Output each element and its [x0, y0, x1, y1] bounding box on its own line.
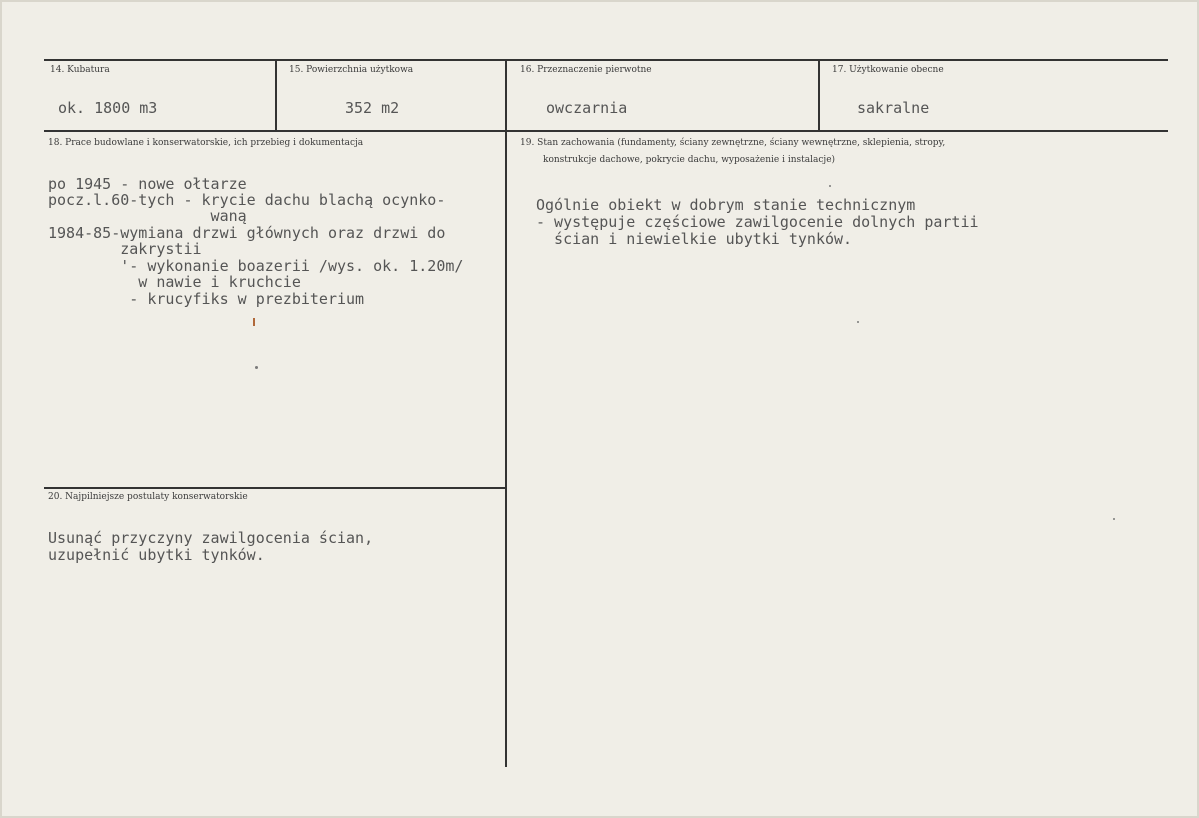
field-19-line: Ogólnie obiekt w dobrym stanie technicznym — [536, 196, 916, 214]
row-divider — [44, 130, 1168, 132]
col-divider-2 — [505, 59, 507, 767]
field-16-value: owczarnia — [546, 99, 628, 117]
ink-mark — [253, 318, 255, 326]
field-19-label-cont: konstrukcje dachowe, pokrycie dachu, wyposażenie i instalacje) — [543, 155, 836, 165]
field-18-line: '- wykonanie boazerii /wys. ok. 1.20m/ — [48, 257, 464, 275]
field-18-label: 18. Prace budowlane i konserwatorskie, ich przebieg i dokumentacja — [48, 138, 364, 148]
col-divider-3 — [818, 59, 820, 131]
field-20-line: Usunąć przyczyny zawilgocenia ścian, — [48, 529, 374, 547]
field-14-value: ok. 1800 m3 — [58, 99, 158, 117]
field-14-label: 14. Kubatura — [50, 65, 110, 75]
field-16-label: 16. Przeznaczenie pierwotne — [520, 65, 652, 75]
field-18-line: w nawie i kruchcie — [48, 273, 301, 291]
field-17-value: sakralne — [857, 99, 930, 117]
field-17-label: 17. Użytkowanie obecne — [832, 65, 944, 75]
field-18-line: 1984-85-wymiana drzwi głównych oraz drzwi do — [48, 224, 446, 242]
top-rule — [44, 59, 1168, 61]
field-18-line: pocz.l.60-tych - krycie dachu blachą ocynko- — [48, 191, 446, 209]
field-18-line: waną — [48, 207, 247, 225]
field-18-line: zakrystii — [48, 240, 202, 258]
ink-speck — [829, 185, 831, 187]
ink-speck — [1113, 518, 1115, 520]
field-18-line: - krucyfiks w prezbiterium — [48, 290, 365, 308]
field-19-line: - występuje częściowe zawilgocenie dolnych partii — [536, 213, 979, 231]
field-19-label: 19. Stan zachowania (fundamenty, ściany zewnętrzne, ściany wewnętrzne, sklepienia, stropy, — [520, 138, 946, 148]
ink-speck — [857, 321, 859, 323]
field-20-label: 20. Najpilniejsze postulaty konserwatorskie — [48, 492, 248, 502]
field-15-label: 15. Powierzchnia użytkowa — [289, 65, 414, 75]
field-18-line: po 1945 - nowe ołtarze — [48, 175, 247, 193]
field-15-value: 352 m2 — [345, 99, 400, 117]
field-19-line: ścian i niewielkie ubytki tynków. — [536, 230, 853, 248]
ink-speck — [255, 366, 258, 369]
section-divider-20 — [44, 487, 506, 489]
field-20-line: uzupełnić ubytki tynków. — [48, 546, 265, 564]
col-divider-1 — [275, 59, 277, 131]
